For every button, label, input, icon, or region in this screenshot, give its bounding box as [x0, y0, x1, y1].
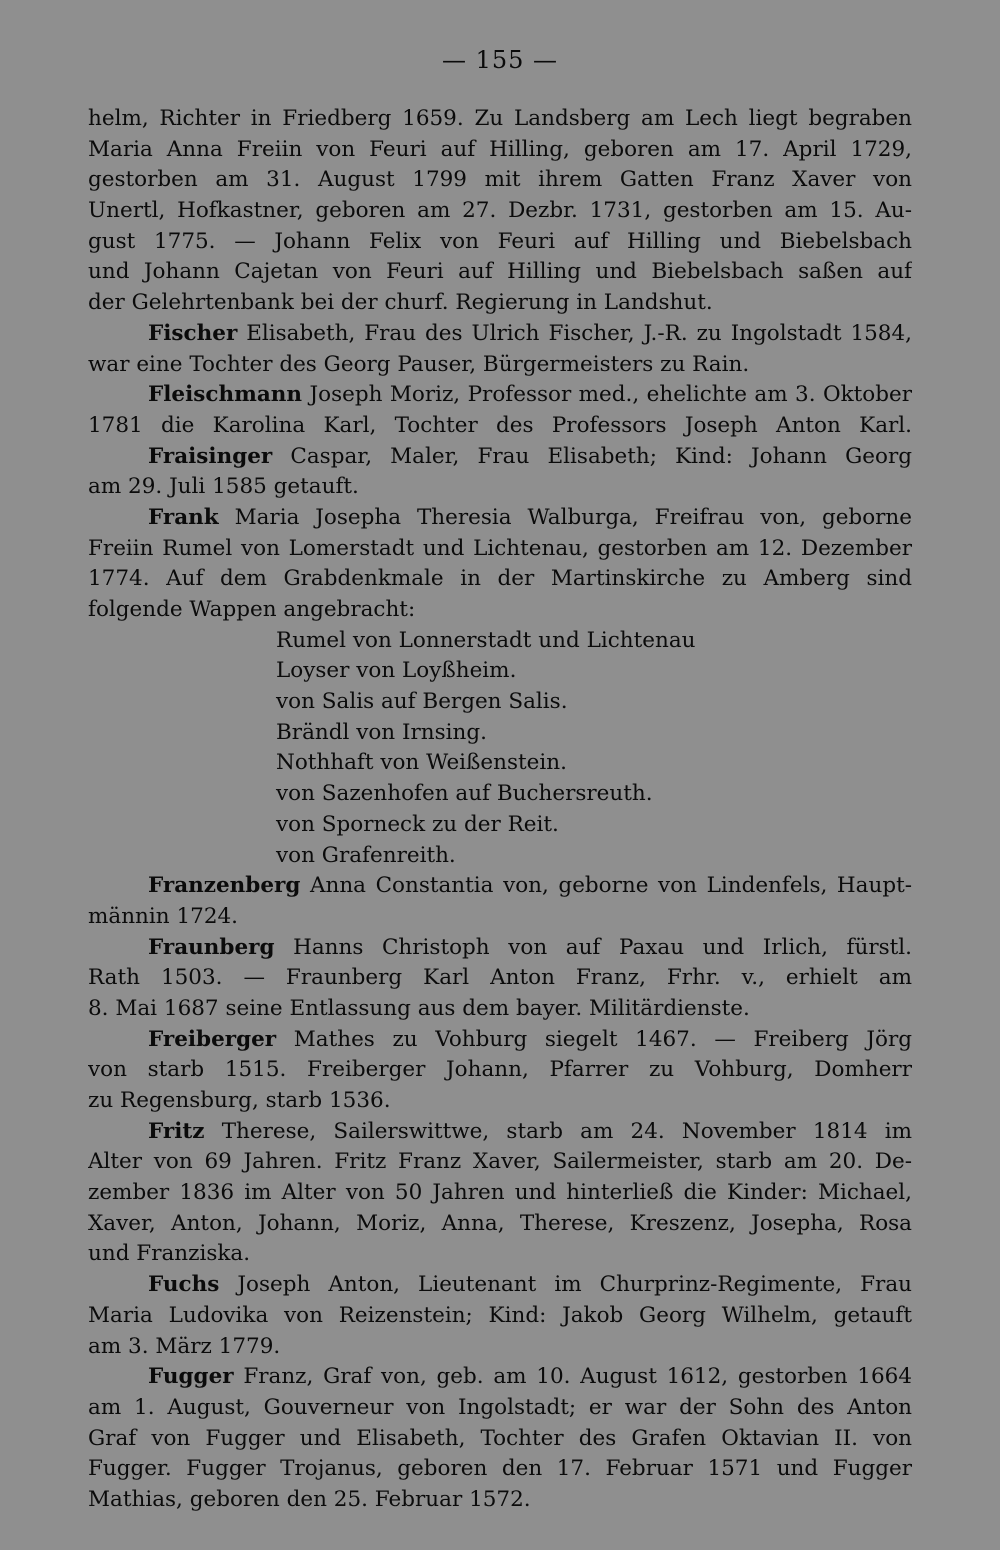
body-text	[88, 104, 912, 1516]
text-line	[88, 1055, 912, 1086]
line-text: zu Regensburg, starb 1536.	[88, 1088, 391, 1113]
line-text: Nothhaft von Weißenstein.	[276, 750, 567, 776]
line-text: folgende Wappen angebracht:	[88, 597, 416, 622]
text-line	[88, 933, 912, 964]
entry-surname: Fritz	[148, 1118, 205, 1144]
line-text: am 3. März 1779.	[88, 1333, 281, 1359]
line-text: und Franziska.	[88, 1241, 251, 1267]
line-text: Unertl, Hofkastner, geboren am 27. Dezbr. 1731, gestorben am 15. Au-	[88, 198, 912, 224]
line-text: am 1. August, Gouverneur von Ingolstadt; er war der Sohn des Anton	[88, 1394, 912, 1420]
line-text: Caspar, Maler, Frau Elisabeth; Kind: Johann Georg	[272, 443, 912, 469]
line-text: von Sporneck zu der Reit.	[276, 811, 559, 837]
line-text: Maria Ludovika von Reizenstein; Kind: Jakob Georg Wilhelm, getauft	[88, 1302, 912, 1328]
line-text: Graf von Fugger und Elisabeth, Tochter des Grafen Oktavian II. von	[88, 1425, 912, 1451]
line-text: helm, Richter in Friedberg 1659. Zu Landsberg am Lech liegt begraben	[88, 106, 912, 131]
text-line	[88, 319, 912, 350]
entry-surname: Fuchs	[148, 1272, 220, 1298]
line-text: Mathes zu Vohburg siegelt 1467. — Freiberg Jörg	[276, 1026, 912, 1052]
coat-of-arms-item	[88, 718, 912, 749]
text-line	[88, 350, 912, 381]
text-line	[88, 1332, 912, 1363]
line-text: Brändl von Irnsing.	[276, 719, 487, 745]
line-text: war eine Tochter des Georg Pauser, Bürgermeisters zu Rain.	[88, 351, 750, 377]
text-line	[88, 595, 912, 626]
coat-of-arms-item	[88, 779, 912, 810]
text-line	[88, 1117, 912, 1148]
text-line	[88, 1178, 912, 1209]
line-text: von Sazenhofen auf Buchersreuth.	[276, 781, 653, 807]
line-text: Therese, Sailerswittwe, starb am 24. November 1814 im	[204, 1118, 912, 1144]
line-text: und Johann Cajetan von Feuri auf Hilling und Biebelsbach saßen auf	[88, 259, 912, 285]
line-text: Rath 1503. — Fraunberg Karl Anton Franz, Frhr. v., erhielt am	[88, 965, 912, 991]
text-line	[88, 257, 912, 288]
line-text: Elisabeth, Frau des Ulrich Fischer, J.-R. zu Ingolstadt 1584,	[237, 320, 912, 346]
entry-surname: Frank	[148, 504, 219, 530]
text-line	[88, 1270, 912, 1301]
line-text: gust 1775. — Johann Felix von Feuri auf Hilling und Biebelsbach	[88, 228, 912, 254]
text-line	[88, 1209, 912, 1240]
text-line	[88, 196, 912, 227]
line-text: Alter von 69 Jahren. Fritz Franz Xaver, Sailermeister, starb am 20. De-	[88, 1149, 912, 1175]
entry-surname: Franzenberg	[148, 873, 301, 899]
line-text: Joseph Moriz, Professor med., ehelichte am 3. Oktober	[302, 382, 912, 408]
text-line	[88, 472, 912, 503]
line-text: Franz, Graf von, geb. am 10. August 1612, gestorben 1664	[233, 1364, 912, 1390]
entry-surname: Fischer	[148, 320, 238, 346]
line-text: 1774. Auf dem Grabdenkmale in der Martinskirche zu Amberg sind	[88, 566, 912, 592]
text-line	[88, 1239, 912, 1270]
line-text: von Grafenreith.	[276, 842, 456, 868]
coat-of-arms-item	[88, 626, 912, 657]
text-line	[88, 503, 912, 534]
line-text: 1781 die Karolina Karl, Tochter des Professors Joseph Anton Karl.	[88, 412, 912, 438]
text-line	[88, 227, 912, 258]
coat-of-arms-item	[88, 748, 912, 779]
line-text: Joseph Anton, Lieutenant im Churprinz-Regimente, Frau	[219, 1272, 912, 1298]
coat-of-arms-item	[88, 687, 912, 718]
text-line	[88, 963, 912, 994]
text-line	[88, 902, 912, 933]
entry-surname: Fraunberg	[148, 934, 275, 960]
line-text: Fugger. Fugger Trojanus, geboren den 17. Februar 1571 und Fugger	[88, 1456, 912, 1482]
line-text: Anna Constantia von, geborne von Lindenfels, Haupt-	[300, 873, 912, 899]
text-line	[88, 165, 912, 196]
text-line	[88, 135, 912, 166]
text-line	[88, 288, 912, 319]
text-line	[88, 104, 912, 135]
text-line	[88, 1424, 912, 1455]
line-text: 8. Mai 1687 seine Entlassung aus dem bayer. Militärdienste.	[88, 995, 750, 1021]
line-text: Mathias, geboren den 25. Februar 1572.	[88, 1486, 531, 1512]
line-text: männin 1724.	[88, 903, 239, 929]
entry-surname: Fraisinger	[148, 443, 273, 469]
line-text: Hanns Christoph von auf Paxau und Irlich, fürstl.	[274, 934, 912, 960]
text-line	[88, 411, 912, 442]
entry-surname: Fugger	[148, 1364, 234, 1390]
text-line	[88, 380, 912, 411]
entry-surname: Freiberger	[148, 1026, 277, 1052]
text-line	[88, 1147, 912, 1178]
page-number: — 155 —	[441, 46, 559, 74]
text-line	[88, 1301, 912, 1332]
text-line	[88, 1485, 912, 1516]
line-text: Xaver, Anton, Johann, Moriz, Anna, Therese, Kreszenz, Josepha, Rosa	[88, 1210, 912, 1236]
text-line	[88, 1454, 912, 1485]
line-text: gestorben am 31. August 1799 mit ihrem Gatten Franz Xaver von	[88, 167, 912, 193]
line-text: Maria Anna Freiin von Feuri auf Hilling, geboren am 17. April 1729,	[88, 136, 912, 162]
line-text: Maria Josepha Theresia Walburga, Freifrau von, geborne	[218, 504, 912, 530]
line-text: von Salis auf Bergen Salis.	[276, 689, 568, 715]
coat-of-arms-item	[88, 810, 912, 841]
line-text: Rumel von Lonnerstadt und Lichtenau	[276, 627, 696, 653]
text-line	[88, 1362, 912, 1393]
line-text: von starb 1515. Freiberger Johann, Pfarrer zu Vohburg, Domherr	[88, 1057, 912, 1083]
line-text: am 29. Juli 1585 getauft.	[88, 474, 359, 500]
entry-surname: Fleischmann	[148, 382, 303, 408]
text-line	[88, 1086, 912, 1117]
text-line	[88, 1025, 912, 1056]
text-line	[88, 1393, 912, 1424]
text-line	[88, 442, 912, 473]
line-text: der Gelehrtenbank bei der churf. Regierung in Landshut.	[88, 290, 713, 316]
coat-of-arms-item	[88, 841, 912, 872]
line-text: Loyser von Loyßheim.	[276, 658, 517, 684]
coat-of-arms-item	[88, 656, 912, 687]
text-line	[88, 534, 912, 565]
line-text: Freiin Rumel von Lomerstadt und Lichtenau, gestorben am 12. Dezember	[88, 535, 912, 561]
text-line	[88, 564, 912, 595]
text-line	[88, 994, 912, 1025]
line-text: zember 1836 im Alter von 50 Jahren und hinterließ die Kinder: Michael,	[88, 1180, 912, 1206]
text-line	[88, 871, 912, 902]
